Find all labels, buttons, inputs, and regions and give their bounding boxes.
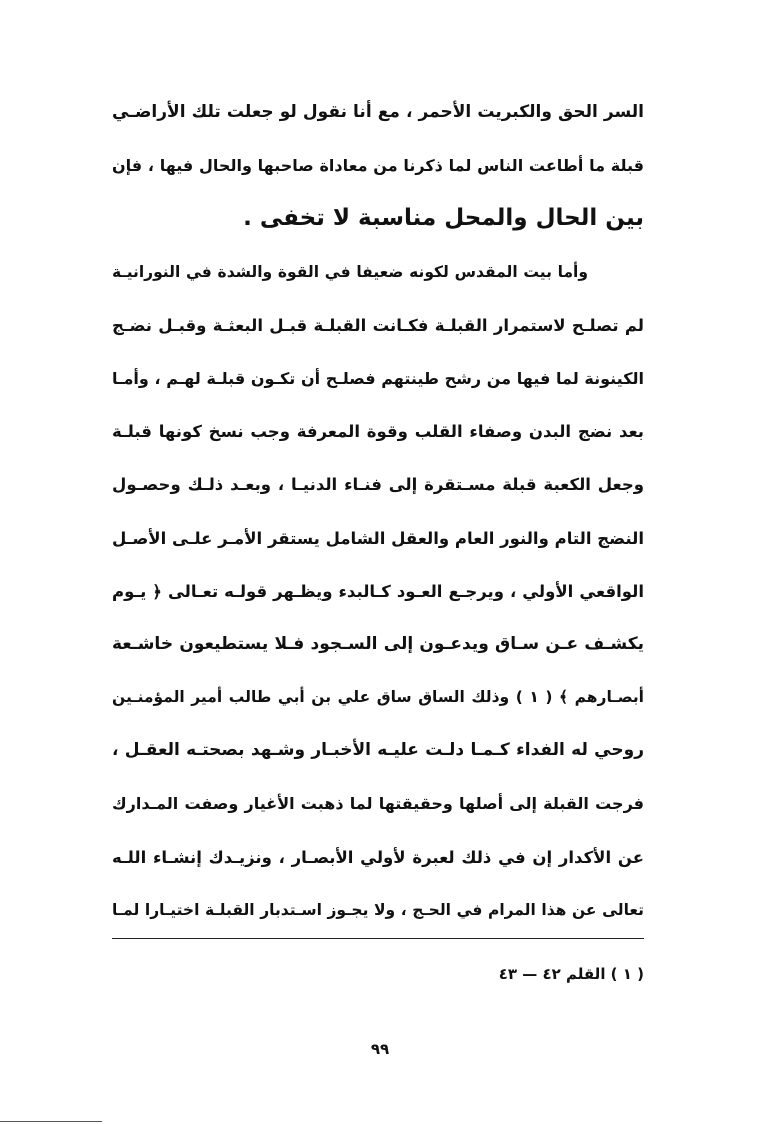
footnote-separator [112, 938, 644, 939]
scan-edge-line [0, 1121, 102, 1122]
text-line: أبصـارهم ﴾ ( ١ ) وذلك الساق ساق علي بن أبي طالب أمير المؤمنـين [112, 688, 644, 707]
footnote: ( ١ ) القلم ٤٢ — ٤٣ [498, 965, 644, 983]
text-line: وأما بيت المقدس لكونه ضعيفا في القوة والشدة في النورانيـة [112, 262, 588, 281]
text-line: فرجت القبلة إلى أصلها وحقيقتها لما ذهبت الأغيار وصفت المـدارك [112, 794, 644, 814]
text-line: الكينونة لما فيها من رشح طينتهم فصلـح أن تكـون قبلـة لهـم ، وأمـا [112, 368, 644, 388]
text-line: الواقعي الأولي ، ويرجـع العـود كـالبدء ويظـهر قولـه تعـالى ﴿ يـوم [112, 581, 644, 601]
text-line: قبلة ما أطاعت الناس لما ذكرنا من معاداة صاحبها والحال فيها ، فإن [112, 156, 644, 176]
text-line: السر الحق والكبريت الأحمر ، مع أنا نقول لو جعلت تلك الأراضـي [112, 102, 644, 122]
text-line: وجعل الكعبة قبلة مسـتقرة إلى فنـاء الدنيـا ، وبعـد ذلـك وحصـول [112, 475, 644, 495]
page-number: ٩٩ [370, 1040, 390, 1058]
text-line: يكشـف عـن سـاق ويدعـون إلى السـجود فـلا يستطيعون خاشـعة [112, 633, 644, 654]
text-line: النضج التام والنور العام والعقل الشامل يستقر الأمـر علـى الأصـل [112, 528, 644, 548]
text-line: لم تصلـح لاستمرار القبلـة فكـانت القبلـة قبـل البعثـة وقبـل نضـج [112, 315, 644, 335]
text-line: تعالى عن هذا المرام في الحـج ، ولا يجـوز اسـتدبار القبلـة اختيـارا لمـا [112, 900, 644, 919]
text-line: بعد نضج البدن وصفاء القلب وقوة المعرفة وجب نسخ كونها قبلـة [112, 422, 644, 442]
body-text [112, 86, 644, 937]
text-line: روحي له الفداء كـمـا دلـت عليـه الأخبـار وشـهد بصحتـه العقـل ، [112, 740, 644, 761]
text-line: بين الحال والمحل مناسبة لا تخفى . [243, 205, 644, 232]
text-line: عن الأكدار إن في ذلك لعبرة لأولي الأبصـار ، ونزيـدك إنشـاء اللـه [112, 847, 644, 867]
